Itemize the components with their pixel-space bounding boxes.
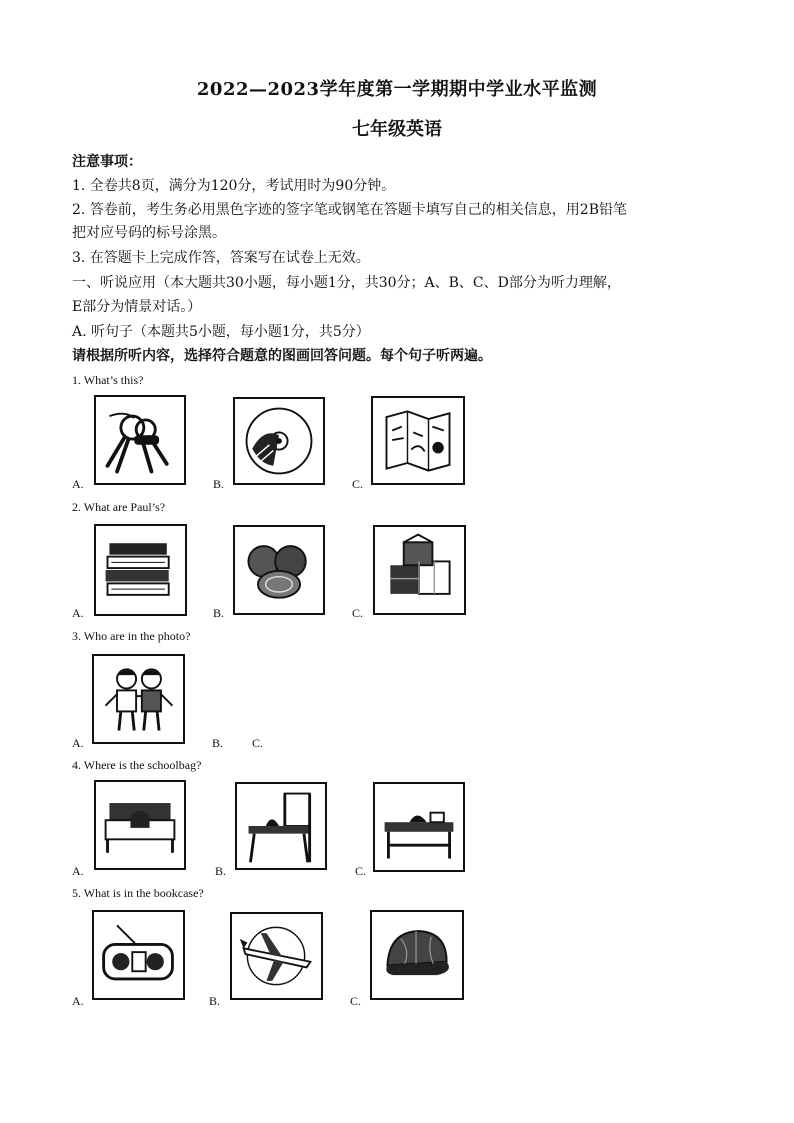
option-2b-label: B. [213,606,225,620]
option-2b-image[interactable] [233,525,325,615]
notice-item-1: 1. 全卷共8页，满分为120分，考试用时为90分钟。 [72,178,396,194]
option-3c-label: C. [252,736,264,750]
question-1: 1. What’s this? [72,373,144,387]
option-1c-label: C. [352,477,364,491]
option-5b-label: B. [209,994,221,1008]
option-3a-image[interactable] [92,654,185,744]
option-1a-image[interactable] [94,395,186,485]
option-2a-image[interactable] [94,524,187,616]
option-2c-image[interactable] [373,525,466,615]
plane-icon [232,914,321,998]
exam-title: 2022—2023学年度第一学期期中学业水平监测 [196,79,598,100]
option-2c-label: C. [352,606,364,620]
notice-item-3: 3. 在答题卡上完成作答，答案写在试卷上无效。 [72,250,370,266]
option-1b-image[interactable] [233,397,325,485]
section-heading-line2: E部分为情景对话。） [72,299,202,315]
keys-icon [96,397,184,483]
option-4b-image[interactable] [235,782,327,870]
section-heading-line1: 一、听说应用（本大题共30小题，每小题1分，共30分；A、B、C、D部分为听力理解， [72,275,621,291]
option-1c-image[interactable] [371,396,465,485]
books-icon [96,526,185,614]
part-a-heading: A. 听句子（本题共5小题，每小题1分，共5分） [72,324,370,340]
option-1b-label: B. [213,477,225,491]
option-5c-label: C. [350,994,362,1008]
option-3a-label: A. [72,736,84,750]
question-2: 2. What are Paul’s? [72,500,166,514]
option-5c-image[interactable] [370,910,464,1000]
question-3: 3. Who are in the photo? [72,629,191,643]
bed-icon [96,782,184,868]
option-4b-label: B. [215,864,227,878]
part-a-instruction: 请根据所听内容，选择符合题意的图画回答问题。每个句子听两遍。 [72,348,492,364]
boxes-icon [375,527,464,613]
notice-item-2-line1: 2. 答卷前，考生务必用黑色字迹的签字笔或钢笔在答题卡填写自己的相关信息，用2B铅笔 [72,202,628,218]
question-5: 5. What is in the bookcase? [72,886,204,900]
chair-icon [237,784,325,868]
desk-icon [375,784,463,870]
option-3b-label: B. [212,736,224,750]
option-4c-label: C. [355,864,367,878]
option-5b-image[interactable] [230,912,323,1000]
two-boys-icon [94,656,183,742]
notice-heading: 注意事项： [72,154,142,170]
option-4a-label: A. [72,864,84,878]
option-5a-label: A. [72,994,84,1008]
notice-item-2-line2: 把对应号码的标号涂黑。 [72,225,226,241]
exam-subtitle: 七年级英语 [352,119,442,140]
option-2a-label: A. [72,606,84,620]
option-4c-image[interactable] [373,782,465,872]
question-4: 4. Where is the schoolbag? [72,758,202,772]
oranges-icon [235,527,323,613]
radio-icon [94,912,183,998]
cap-icon [372,912,462,998]
option-1a-label: A. [72,477,84,491]
option-4a-image[interactable] [94,780,186,870]
map-icon [373,398,463,483]
cd-icon [235,399,323,483]
option-5a-image[interactable] [92,910,185,1000]
